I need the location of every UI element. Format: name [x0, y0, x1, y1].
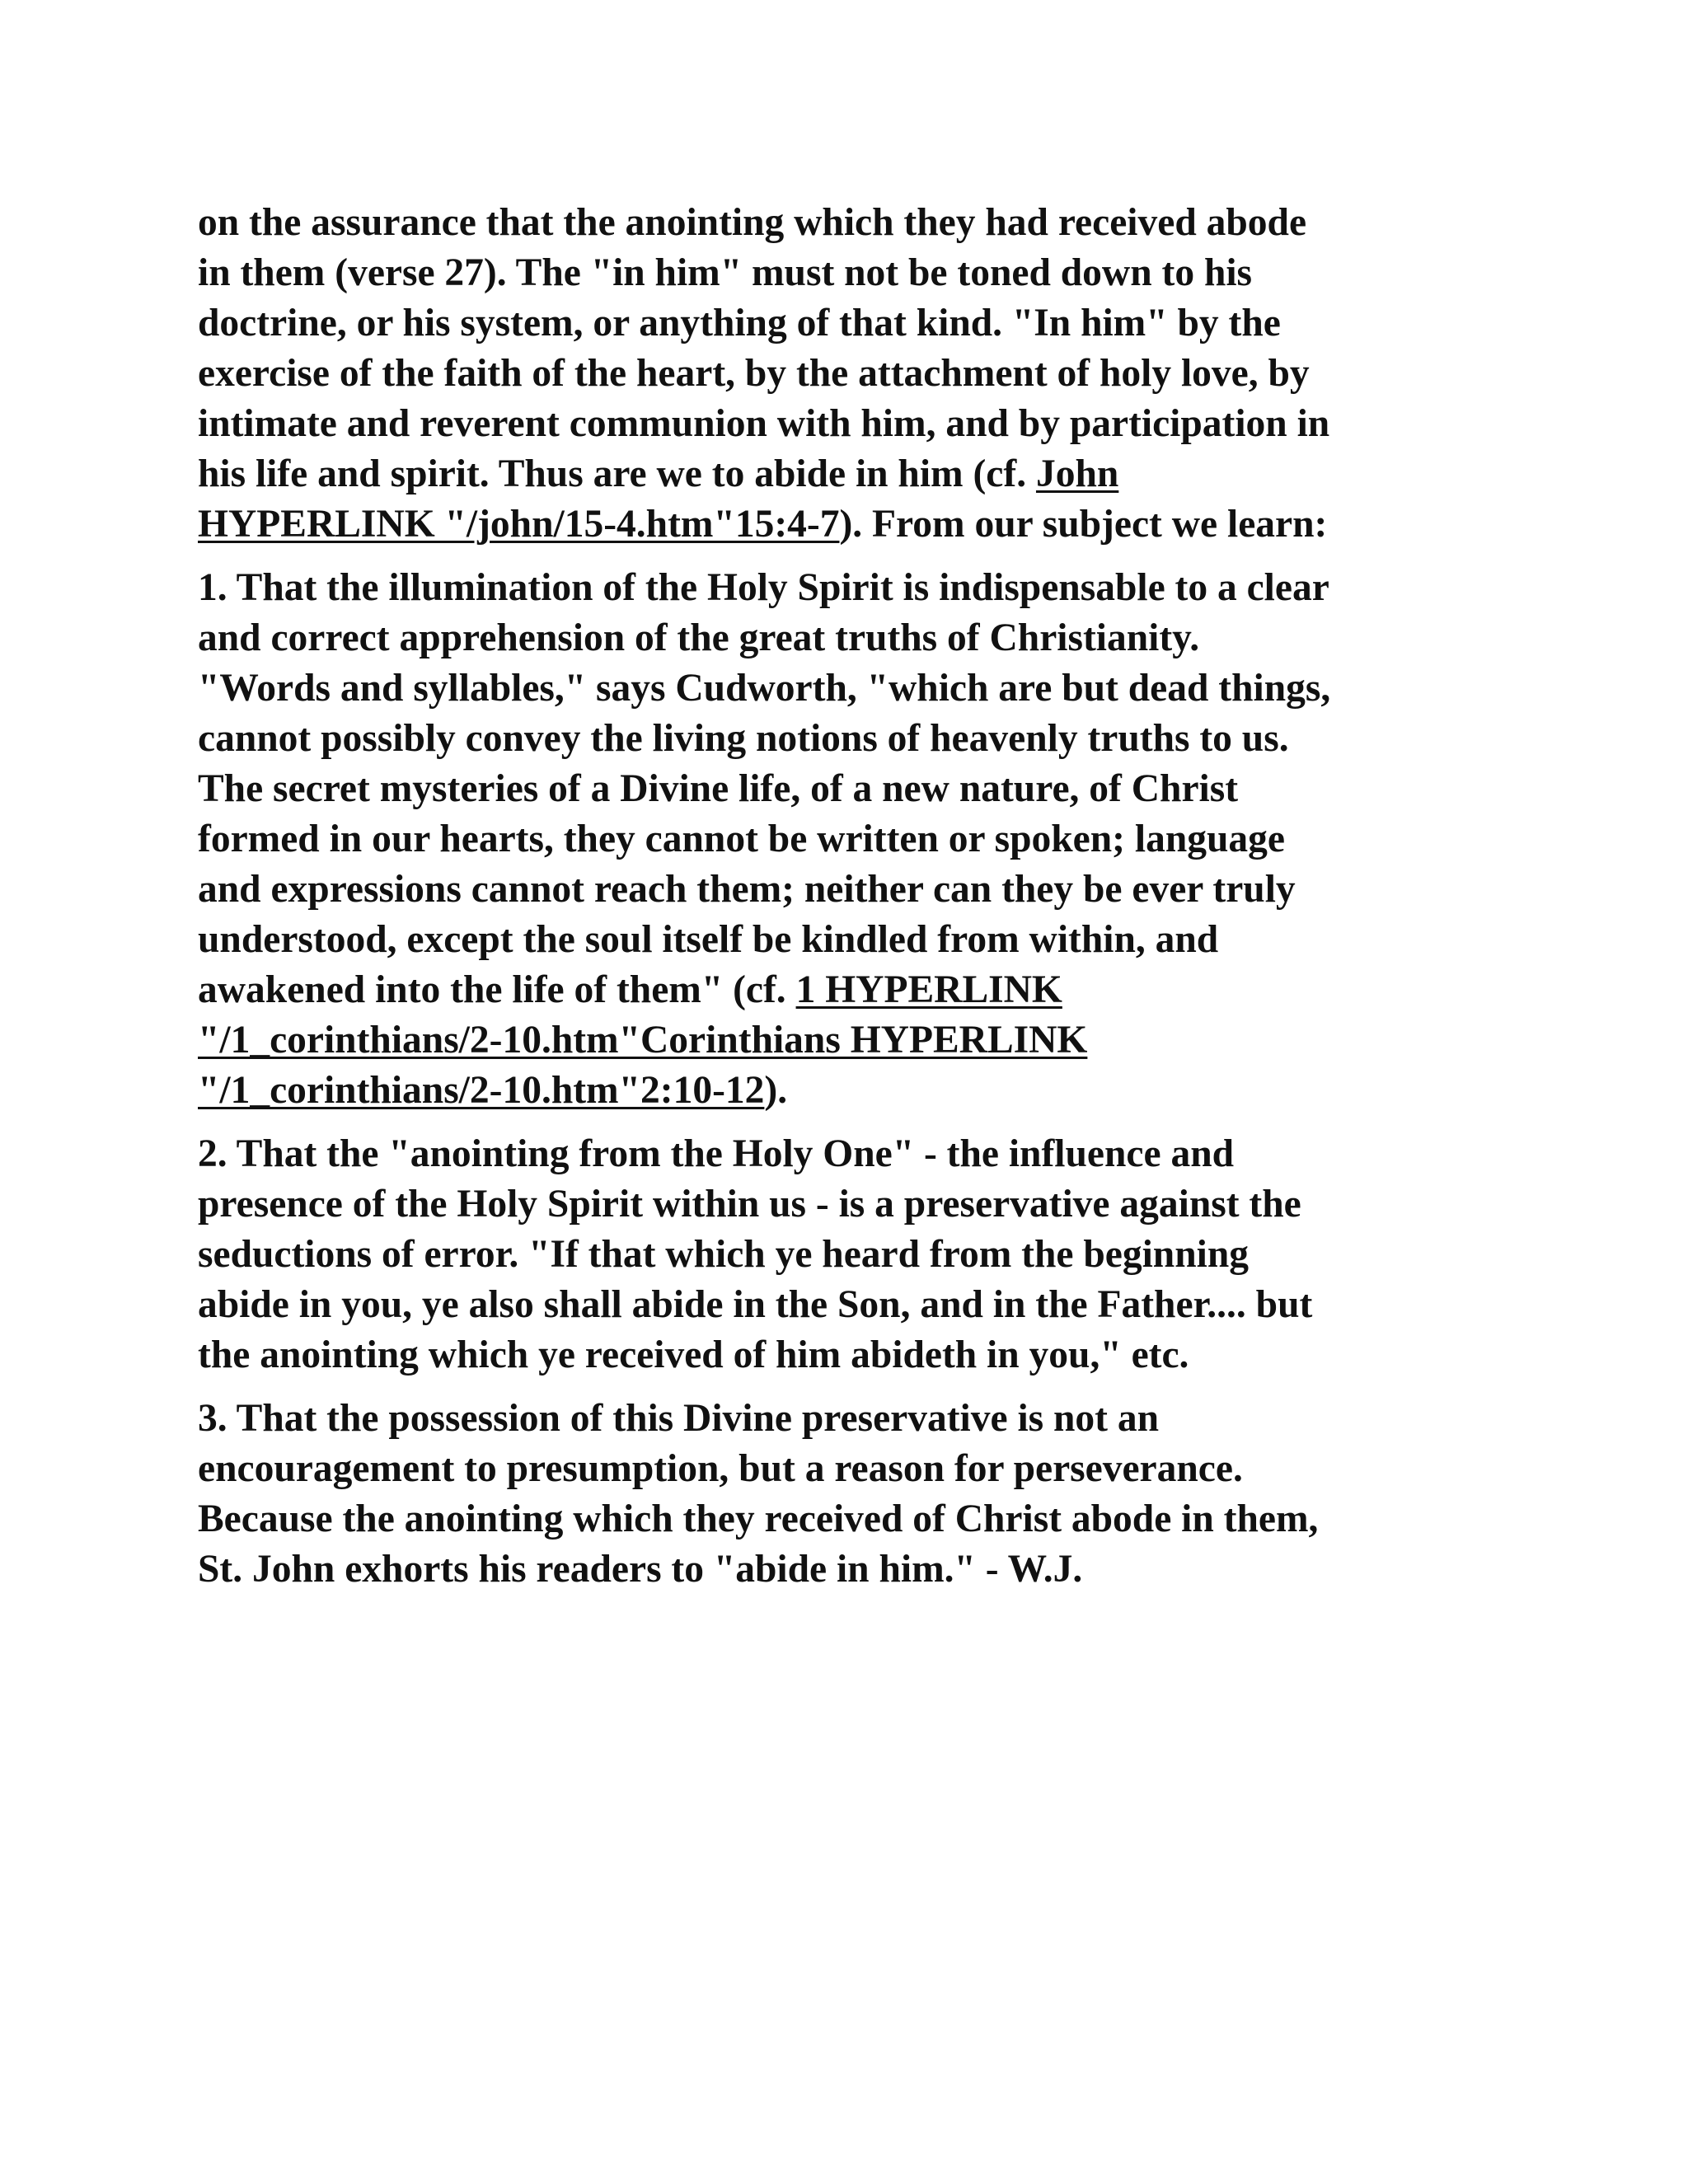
text-line — [198, 1230, 1484, 1280]
text-run: cannot possibly convey the living notions of heavenly truths to us. — [198, 717, 1289, 760]
text-line — [198, 198, 1484, 248]
text-line — [198, 1494, 1484, 1544]
text-line — [198, 1280, 1484, 1330]
text-run: the anointing which ye received of him abideth in you," etc. — [198, 1333, 1189, 1376]
text-run: formed in our hearts, they cannot be written or spoken; language — [198, 818, 1285, 860]
text-line — [198, 965, 1484, 1015]
text-run: his life and spirit. Thus are we to abide in him (cf. — [198, 452, 1036, 495]
text-run: 2. That the "anointing from the Holy One" - the influence and — [198, 1132, 1235, 1175]
text-run: intimate and reverent communion with him, and by participation in — [198, 402, 1330, 445]
text-run: presence of the Holy Spirit within us - is a preservative against the — [198, 1183, 1301, 1226]
text-line — [198, 1015, 1484, 1066]
john-link[interactable]: John — [1035, 452, 1119, 495]
text-line — [198, 915, 1484, 965]
text-run: 1. That the illumination of the Holy Spirit is indispensable to a clear — [198, 566, 1329, 609]
text-line — [198, 814, 1484, 865]
text-line — [198, 1444, 1484, 1494]
text-run: exercise of the faith of the heart, by the attachment of holy love, by — [198, 352, 1310, 395]
text-run: ). From our subject we learn: — [839, 503, 1328, 546]
text-run: awakened into the life of them" (cf. — [198, 968, 796, 1011]
text-line — [198, 399, 1484, 449]
text-line — [198, 449, 1484, 499]
paragraph-point-1 — [198, 563, 1484, 1116]
text-run: seductions of error. "If that which ye heard from the beginning — [198, 1233, 1250, 1276]
text-line — [198, 663, 1484, 714]
corinthians-link[interactable]: 1 HYPERLINK — [795, 968, 1062, 1011]
text-run: Because the anointing which they received of Christ abode in them, — [198, 1497, 1319, 1540]
text-run: abide in you, ye also shall abide in the Son, and in the Father.... but — [198, 1283, 1313, 1326]
text-run: on the assurance that the anointing which they had received abode — [198, 201, 1307, 244]
text-run: and correct apprehension of the great truths of Christianity. — [198, 616, 1200, 659]
text-line — [198, 499, 1484, 550]
text-line — [198, 248, 1484, 298]
text-run: and expressions cannot reach them; neither can they be ever truly — [198, 868, 1296, 911]
text-line — [198, 1129, 1484, 1179]
text-line — [198, 1330, 1484, 1380]
john-15-4-link[interactable]: HYPERLINK "/john/15-4.htm"15:4-7 — [198, 503, 840, 546]
text-line — [198, 1394, 1484, 1444]
text-run: in them (verse 27). The "in him" must not be toned down to his — [198, 251, 1253, 294]
text-line — [198, 349, 1484, 399]
text-line — [198, 714, 1484, 764]
paragraph-intro — [198, 198, 1484, 550]
text-line — [198, 563, 1484, 613]
text-line — [198, 298, 1484, 349]
text-line — [198, 1544, 1484, 1595]
text-line — [198, 1179, 1484, 1230]
text-run: doctrine, or his system, or anything of that kind. "In him" by the — [198, 302, 1281, 344]
text-run: encouragement to presumption, but a reason for perseverance. — [198, 1447, 1243, 1490]
paragraph-point-3 — [198, 1394, 1484, 1595]
document-page — [198, 198, 1484, 1608]
paragraph-point-2 — [198, 1129, 1484, 1380]
text-run: The secret mysteries of a Divine life, of a new nature, of Christ — [198, 767, 1239, 810]
text-run: 3. That the possession of this Divine preservative is not an — [198, 1397, 1160, 1440]
text-line — [198, 613, 1484, 663]
text-run: ). — [764, 1069, 788, 1112]
text-run: St. John exhorts his readers to "abide in him." - W.J. — [198, 1548, 1083, 1591]
corinthians-2-10-link[interactable]: "/1_corinthians/2-10.htm"2:10-12 — [198, 1069, 765, 1112]
text-line — [198, 1066, 1484, 1116]
corinthians-link[interactable]: "/1_corinthians/2-10.htm"Corinthians HYPERLINK — [198, 1019, 1088, 1062]
text-run: understood, except the soul itself be kindled from within, and — [198, 918, 1219, 961]
text-line — [198, 764, 1484, 814]
text-run: "Words and syllables," says Cudworth, "which are but dead things, — [198, 667, 1331, 710]
text-line — [198, 865, 1484, 915]
